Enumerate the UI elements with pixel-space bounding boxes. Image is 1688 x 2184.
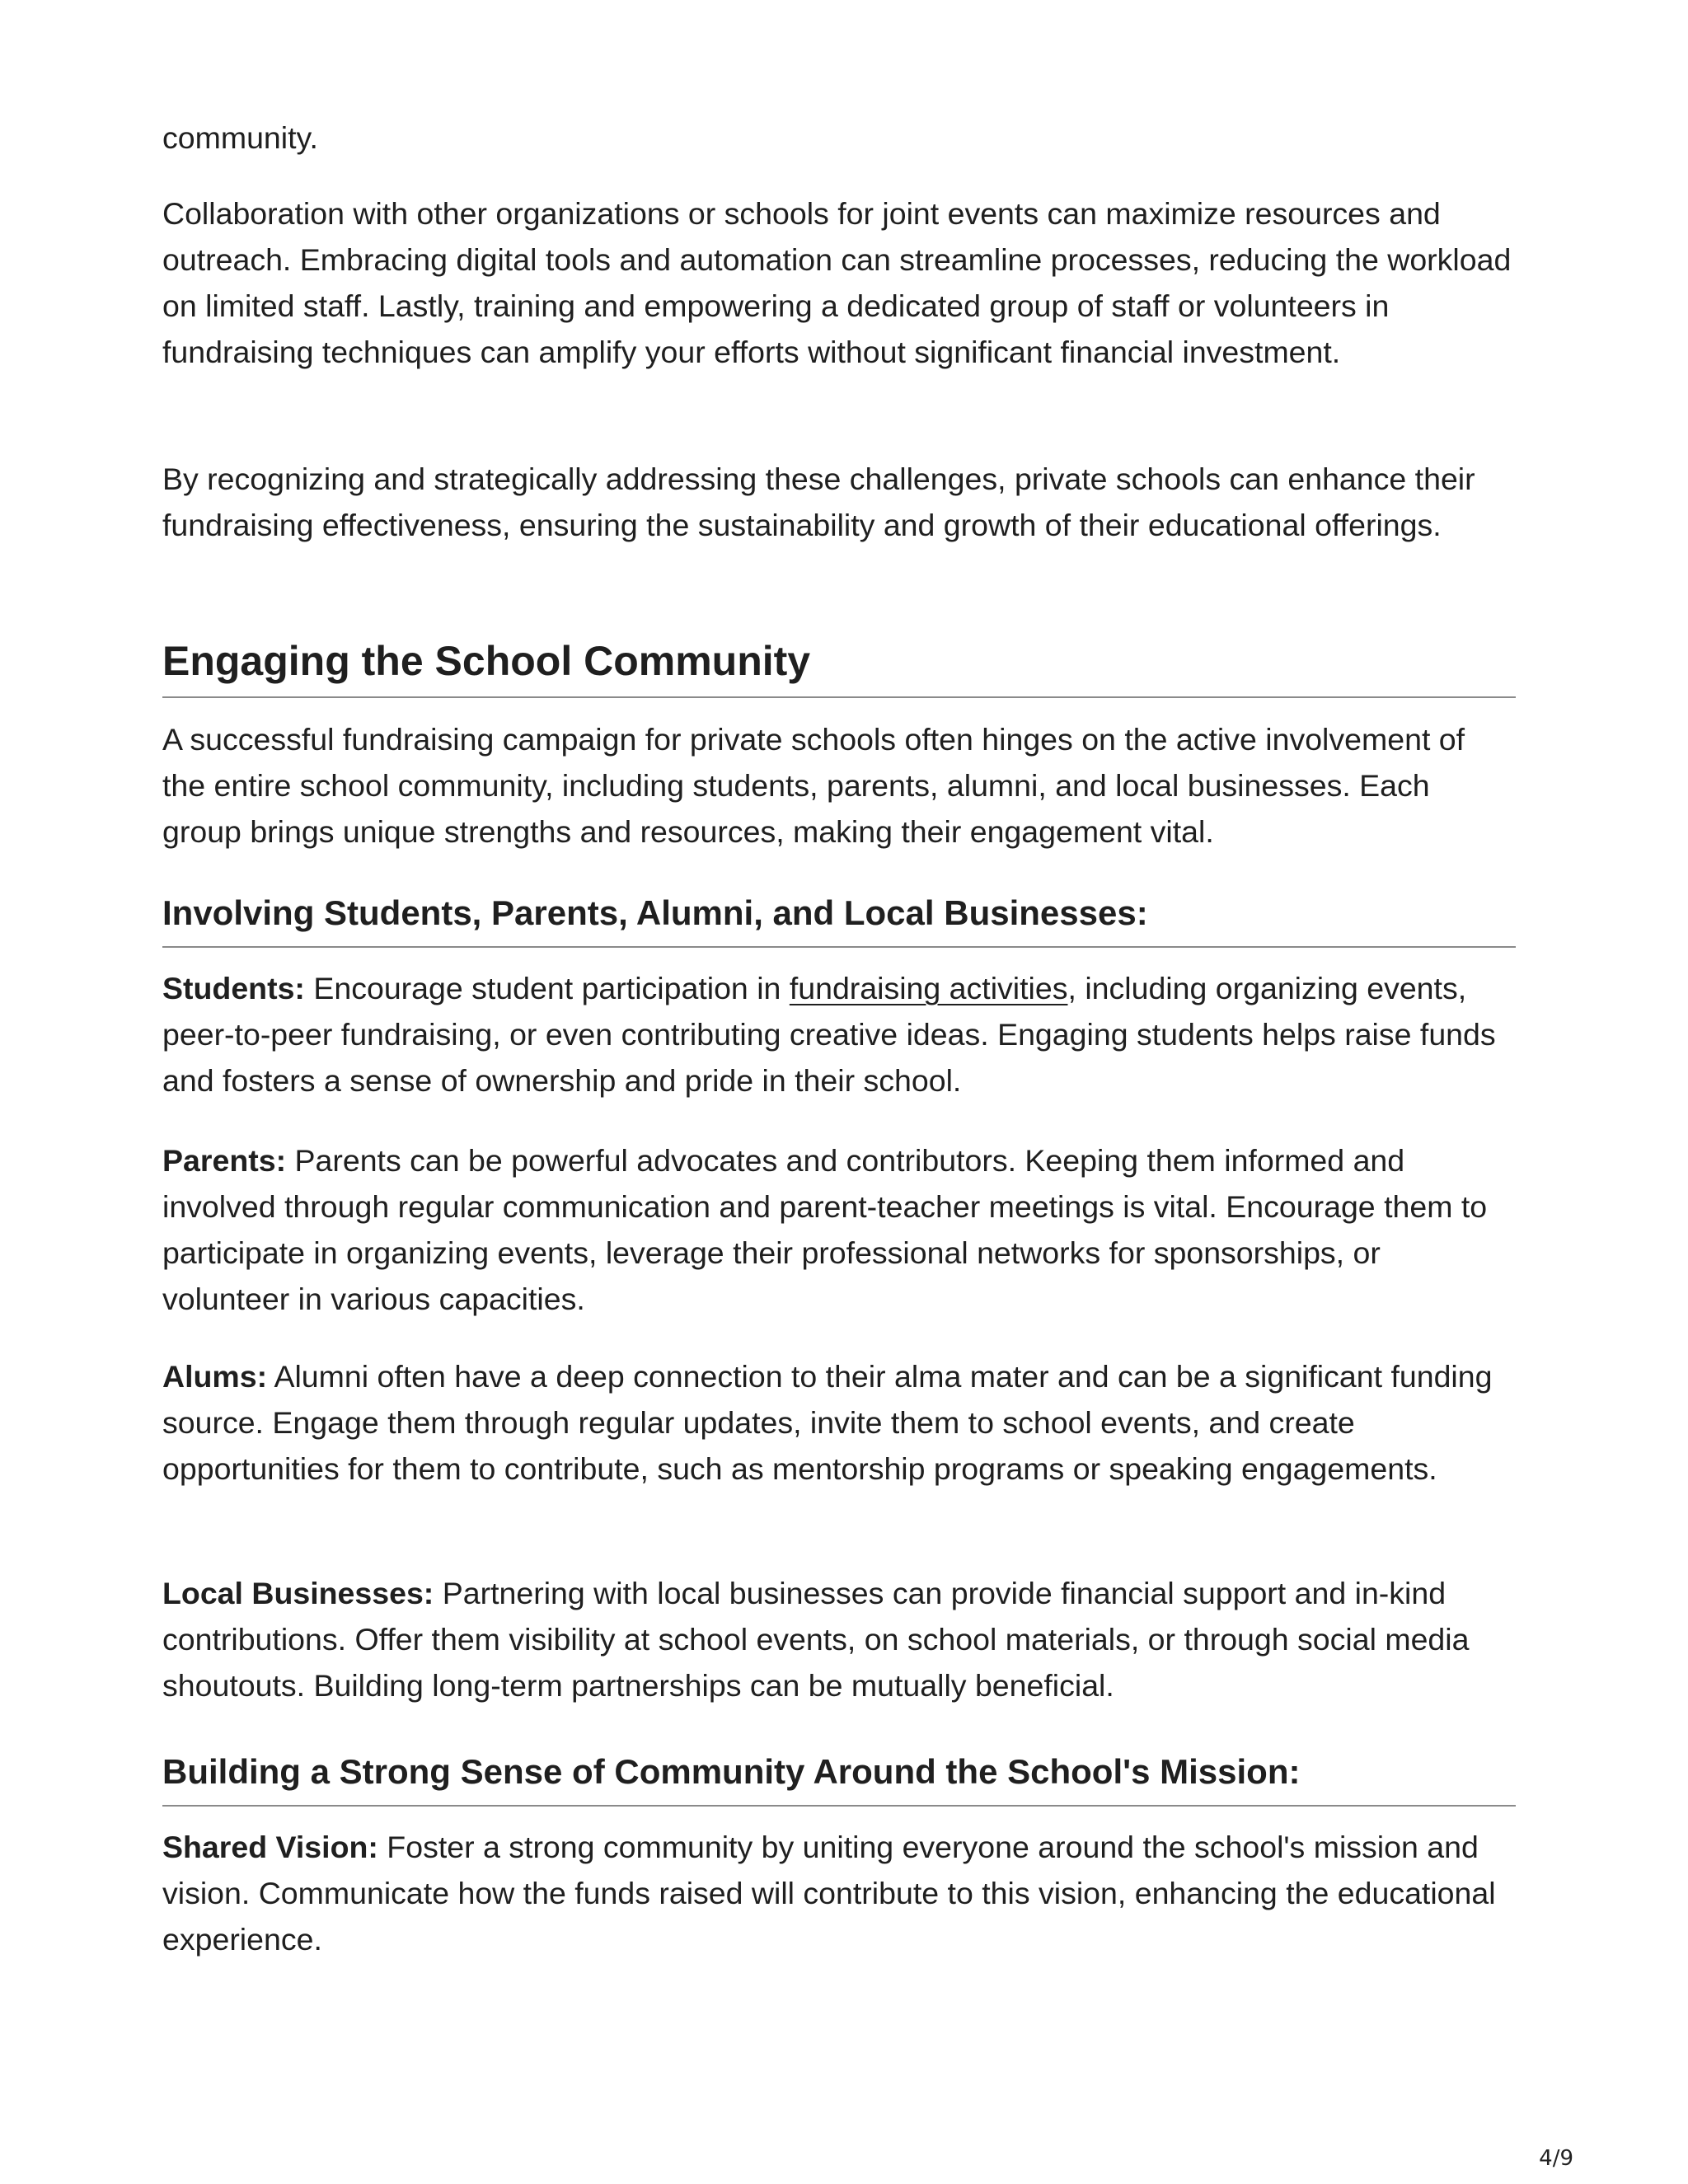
parents-text: Parents can be powerful advocates and contributors. Keeping them informed and involved through regular communication and parent-teacher meetings is vital. Encourage them to participate in organizing events, leverage their professional networks for sponsorships, or volunteer in various capacities. [162, 1143, 1488, 1316]
section-intro: A successful fundraising campaign for private schools often hinges on the active involvement of the entire school community, including students, parents, alumni, and local businesses. Each group brings unique strengths and resources, making their engagement vital. [162, 722, 1465, 849]
paragraph-local-businesses [162, 1570, 1516, 1708]
subsection-heading-rule [162, 1805, 1516, 1807]
alums-text: Alumni often have a deep connection to their alma mater and can be a significant funding source. Engage them through regular updates, invite them to school events, and create opportunities for them to contribute, such as mentorship programs or speaking engagements. [162, 1359, 1493, 1486]
businesses-text: Partnering with local businesses can provide financial support and in-kind contributions. Offer them visibility at school events, on school materials, or through social media shoutouts. Building long-term partnerships can be mutually beneficial. [162, 1576, 1470, 1703]
students-label: Students: [162, 971, 305, 1005]
parents-label: Parents: [162, 1143, 287, 1178]
businesses-label: Local Businesses: [162, 1576, 434, 1610]
section-heading: Engaging the School Community [162, 638, 811, 684]
paragraph-students [162, 965, 1516, 1104]
shared-vision-text: Foster a strong community by uniting everyone around the school's mission and vision. Communicate how the funds raised will contribute to this vision, enhancing the educational experience. [162, 1830, 1496, 1957]
subsection-heading-rule [162, 946, 1516, 948]
subsection-heading-mission: Building a Strong Sense of Community Around the School's Mission: [162, 1752, 1301, 1791]
paragraph-collaboration: Collaboration with other organizations or schools for joint events can maximize resources and outreach. Embracing digital tools and automation can streamline processes, reducing the workload on limited staff. Lastly, training and empowering a dedicated group of staff or volunteers in fundraising techniques can amplify your efforts without significant financial investment. [162, 196, 1512, 369]
paragraph-recognizing: By recognizing and strategically addressing these challenges, private schools can enhance their fundraising effectiveness, ensuring the sustainability and growth of their educational offerings. [162, 462, 1475, 542]
subsection-heading-involving: Involving Students, Parents, Alumni, and Local Businesses: [162, 893, 1148, 932]
lead-text: community. [162, 120, 318, 155]
section-heading-rule [162, 696, 1516, 698]
paragraph-shared-vision [162, 1824, 1516, 1962]
shared-vision-label: Shared Vision: [162, 1830, 378, 1864]
fundraising-activities-link[interactable]: fundraising activities [789, 971, 1068, 1005]
paragraph-alums [162, 1353, 1516, 1492]
alums-label: Alums: [162, 1359, 268, 1394]
students-text-after: , including organizing events, peer-to-peer fundraising, or even contributing creative ideas. Engaging students helps raise funds and fosters a sense of ownership and pride in their school. [162, 971, 1496, 1098]
page-number: 4/9 [1539, 2146, 1573, 2171]
paragraph-parents [162, 1137, 1516, 1322]
students-text-before: Encourage student participation in [304, 971, 790, 1005]
